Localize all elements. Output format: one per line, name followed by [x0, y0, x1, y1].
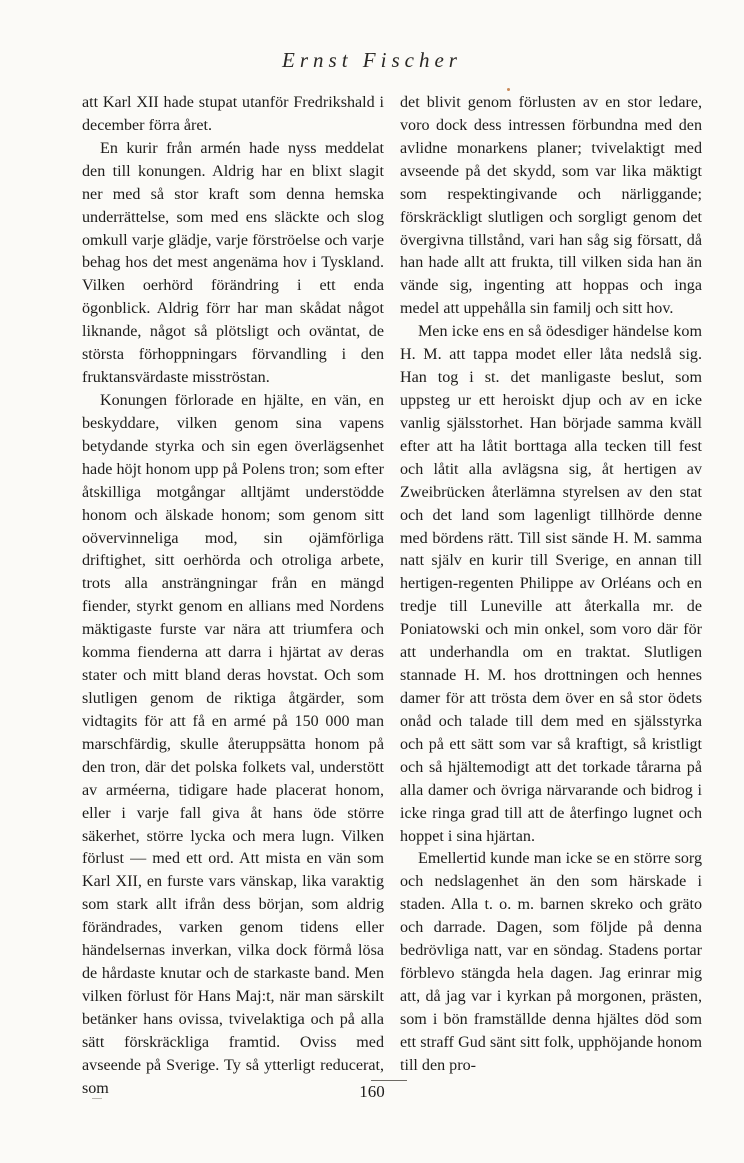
right-column [400, 92, 702, 1078]
paragraph: En kurir från armén hade nyss meddelat den till konungen. Aldrig har en blixt slagit ner med så stor kraft som denna hemska underrättelse, som med ens släckte och slog omkull varje glädje, varje förströelse och varje behag hos det mest angenäma hov i Tyskland. Vilken oerhörd förändring i ett enda ögonblick. Aldrig förr har man skådat något liknande, något så plötsligt och oväntat, de största förhoppningars förvandling i den fruktansvärdaste misströstan. [82, 139, 384, 387]
running-head: Ernst Fischer [282, 48, 462, 72]
paragraph: att Karl XII hade stupat utanför Fredrikshald i december förra året. [82, 94, 384, 134]
ink-speck [507, 88, 510, 91]
paragraph: Men icke ens en så ödesdiger händelse kom H. M. att tappa modet eller låta nedslå sig. Han tog i st. det manligaste beslut, som uppsteg ur ett heroiskt djup och av en icke vanlig själsstorhet. Han började samma kväll efter att ha låtit borttaga alla tecken till fest och låtit alla avlägsna sig, åt hertigen av Zweibrücken återlämna styrelsen av den stat och det land som lagenligt tillhörde denne med bördens rätt. Till sist sände H. M. samma natt själv en kurir till Sverige, en annan till hertigen-regenten Philippe av Orléans och en tredje till Luneville att återkalla mr. de Poniatowski och min onkel, som voro där för att underhandla om en traktat. Slutligen stannade H. M. hos drottningen och hennes damer för att trösta dem över en så stor ödets onåd och talade till dem med en själsstyrka och på ett sätt som var så kraftigt, så kristligt och så hjältemodigt att det torkade tårarna på alla damer och övriga närvarande och bidrog i icke ringa grad till att de återfingo lugnet och hoppet i sina hjärtan. [400, 323, 702, 845]
paragraph: Konungen förlorade en hjälte, en vän, en beskyddare, vilken genom sina vapens betydande styrka och sin egen överlägsenhet hade höjt honom upp på Polens tron; som efter åtskilliga motgångar alltjämt understödde honom och älskade honom; som genom sitt oövervinneliga mod, sin ojämförliga driftighet, sitt oerhörda och otroliga arbete, trots alla ansträngningar från en mängd fiender, styrkt genom en allians med Nordens mäktigaste furste var nära att triumfera och komma fienderna att darra i hjärtat av deras stater och mitt bland deras hovstat. Och som slutligen genom de riktiga åtgärder, som vidtagits för att få en armé på 150 000 man marschfärdig, skulle återuppsätta honom på den tron, där det polska folkets val, understött av arméerna, tidigare hade placerat honom, eller i varje fall giva åt hans öde större säkerhet, större lycka och mera lugn. Vilken förlust — med ett ord. Att mista en vän som Karl XII, en furste vars vänskap, lika varaktig som stark allt ifrån dess början, som aldrig förändrades, varken genom tidens eller händelsernas inverkan, vilka dock förmå lösa de hårdaste knutar och de starkaste band. Men vilken förlust för Hans Maj:t, när man särskilt betänker hans ovissa, tvivelaktiga och på alla sätt förskräckliga framtid. Oviss med avseende på Sverige. Ty så ytterligt reducerat, som [82, 391, 384, 1097]
paragraph: det blivit genom förlusten av en stor ledare, voro dock dess intressen förbundna med den avlidne monarkens planer; tvivelaktigt med avseende på det skydd, som var lika mäktigt som respektingivande och närliggande; förskräckligt slutligen och sorgligt genom det övergivna tillstånd, vari han såg sig försatt, då han hade allt att frukta, till vilken sida han än vände sig, ingenting att hoppas och inga medel att uppehålla sin familj och sitt hov. [400, 94, 702, 318]
margin-mark [92, 1098, 102, 1099]
paragraph: Emellertid kunde man icke se en större sorg och nedslagenhet än den som härskade i staden. Alla t. o. m. barnen skreko och gräto och darrade. Dagen, som följde på denna bedrövliga natt, var en söndag. Stadens portar förblevo stängda hela dagen. Jag erinrar mig att, då jag var i kyrkan på morgonen, prästen, som i bön framställde denna hjältes död som ett straff Gud sänt sitt folk, upphöjande honom till den pro- [400, 850, 702, 1074]
page-number: 160 [359, 1082, 385, 1101]
folio-rule [371, 1080, 407, 1081]
left-column [82, 92, 384, 1101]
